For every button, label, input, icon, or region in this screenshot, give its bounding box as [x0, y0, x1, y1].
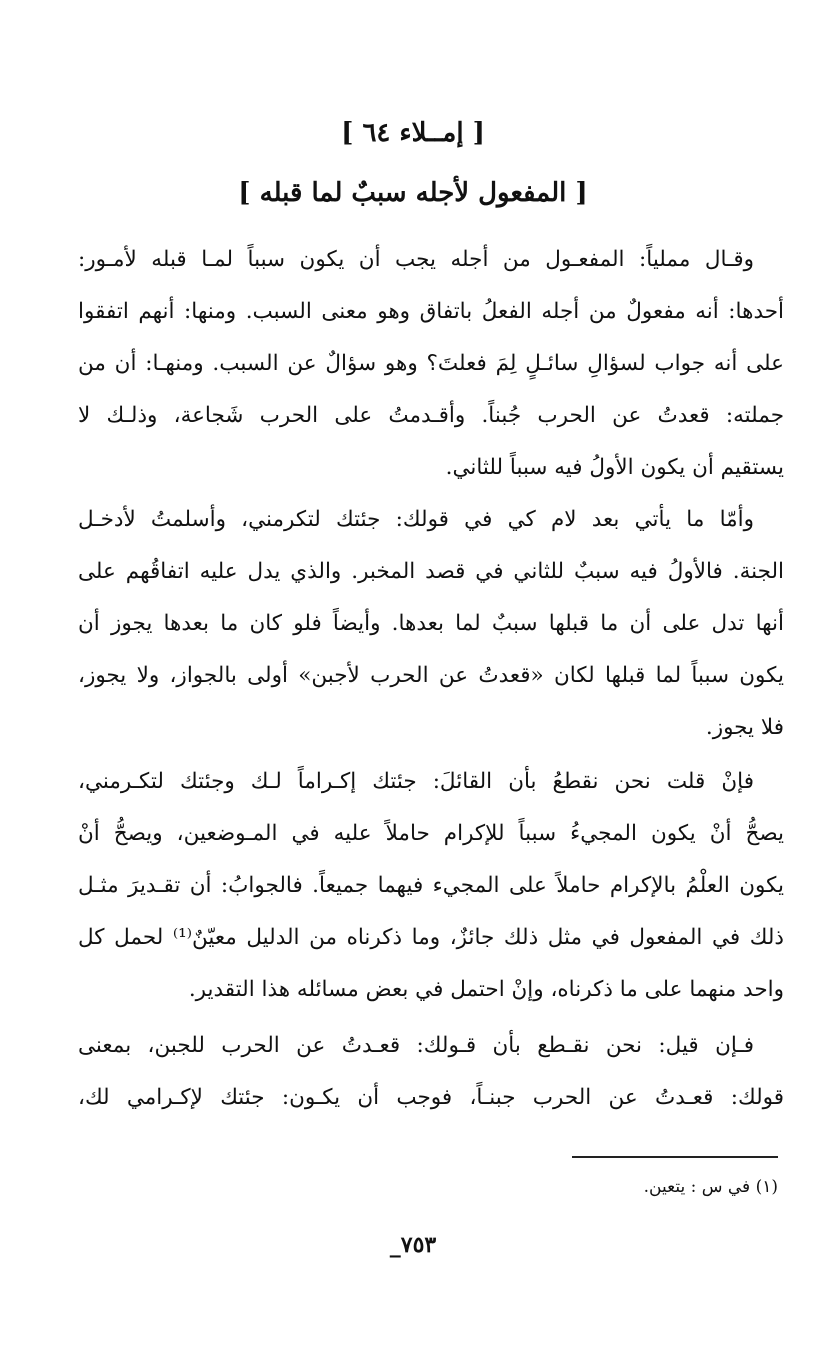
paragraph-line: واحد منهما على ما ذكرناه، وإنْ احتمل في بعض مسائله هذا التقدير. [188, 977, 784, 1002]
paragraph-line: وقـال مملياً: المفعـول من أجله يجب أن يكون سبباً لمـا قبله لأمـور: [78, 247, 754, 272]
paragraph-line: يصحُّ أنْ يكون المجيءُ سبباً للإكرام حاملاً عليه في المـوضعين، ويصحُّ أنْ [78, 821, 784, 846]
paragraph-line: يكون العلْمُ بالإكرام حاملاً على المجيء فيهما جميعاً. فالجوابُ: أن تقـديرَ مثـل [78, 873, 784, 898]
paragraph-line: يكون سبباً لما قبلها لكان «قعدتُ عن الحرب لأجبن» أولى بالجواز، ولا يجوز، [78, 663, 784, 688]
page-number: ٧٥٣_ [389, 1232, 437, 1258]
footnote-separator [572, 1156, 778, 1158]
paragraph-line: ذلك في المفعول في مثل ذلك جائزٌ، وما ذكرناه من الدليل معيّنٌ⁽¹⁾ لحمل كل [78, 925, 784, 950]
paragraph-line: قولك: قعـدتُ عن الحرب جبنـاً، فوجب أن يكـون: جئتك لإكـرامي لك، [78, 1085, 784, 1110]
section-title: [ المفعول لأجله سببٌ لما قبله ] [238, 178, 588, 208]
paragraph-line: وأمّا ما يأتي بعد لام كي في قولك: جئتك لتكرمني، وأسلمتُ لأدخـل [78, 507, 754, 532]
paragraph-line: يستقيم أن يكون الأولُ فيه سبباً للثاني. [445, 455, 784, 480]
paragraph-line: الجنة. فالأولُ فيه سببٌ للثاني في قصد المخبر. والذي يدل عليه اتفاقُهم على [78, 559, 784, 584]
footnote: (١) في س : يتعين. [643, 1177, 778, 1197]
paragraph-line: فإنْ قلت نحن نقطعُ بأن القائلَ: جئتك إكـراماً لـك وجئتك لتكـرمني، [78, 769, 754, 794]
paragraph-line: جملته: قعدتُ عن الحرب جُبناً. وأقـدمتُ على الحرب شَجاعة، وذلـك لا [78, 403, 784, 428]
paragraph-line: على أنه جواب لسؤالِ سائـلٍ لِمَ فعلتَ؟ وهو سؤالٌ عن السبب. ومنهـا: أن من [78, 351, 784, 376]
paragraph-line: أحدها: أنه مفعولٌ من أجله الفعلُ باتفاق وهو معنى السبب. ومنها: أنهم اتفقوا [78, 299, 784, 324]
paragraph-line: فلا يجوز. [705, 715, 784, 740]
dictation-title: [ إمــلاء ٦٤ ] [341, 118, 485, 148]
paragraph-line: أنها تدل على أن ما قبلها سببٌ لما بعدها. وأيضاً فلو كان ما بعدها يجوز أن [78, 611, 784, 636]
paragraph-line: فـإن قيل: نحن نقـطع بأن قـولك: قعـدتُ عن الحرب للجبن، بمعنى [78, 1033, 754, 1058]
